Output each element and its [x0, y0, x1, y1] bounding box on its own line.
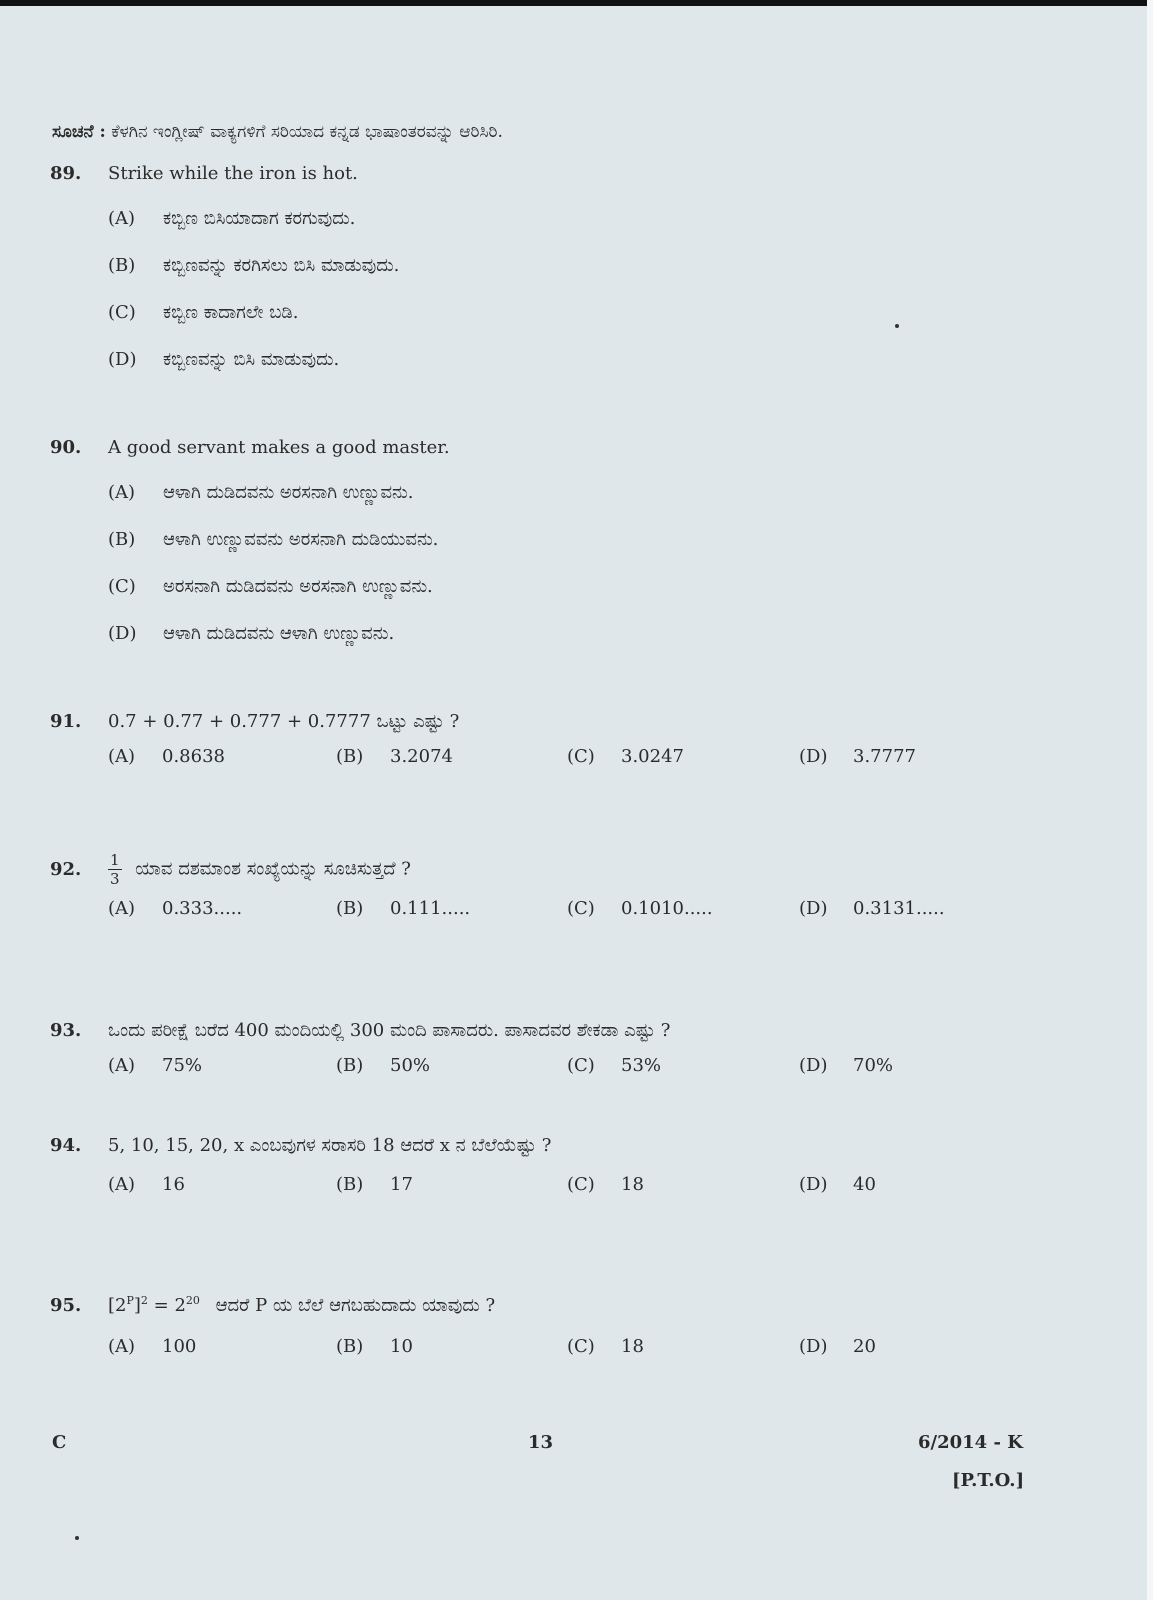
option-b	[336, 1336, 567, 1357]
instruction-text: ಕೆಳಗಿನ ಇಂಗ್ಲೀಷ್ ವಾಕ್ಯಗಳಿಗೆ ಸರಿಯಾದ ಕನ್ನಡ ಭಾಷಾಂತರವನ್ನು ಆರಿಸಿರಿ.	[111, 122, 503, 142]
option-b	[336, 1174, 567, 1195]
option-letter: (B)	[336, 1336, 364, 1357]
option-letter: (D)	[799, 746, 828, 767]
option-letter: (D)	[799, 1336, 828, 1357]
option-letter: (C)	[567, 1336, 595, 1357]
option-b	[108, 529, 1110, 550]
option-text: ಆಳಾಗಿ ಉಣ್ಣುವವನು ಅರಸನಾಗಿ ದುಡಿಯುವನು.	[163, 529, 439, 550]
question-94	[50, 1135, 1110, 1195]
question-95	[50, 1294, 1110, 1357]
option-letter: (D)	[108, 349, 137, 370]
scan-top-edge	[0, 0, 1153, 6]
option-letter: (C)	[567, 746, 595, 767]
option-letter: (B)	[336, 898, 364, 919]
option-a	[108, 746, 336, 767]
option-letter: (B)	[336, 746, 364, 767]
option-c	[567, 1055, 799, 1076]
option-letter: (D)	[108, 623, 137, 644]
fraction-numerator: 1	[110, 851, 120, 869]
option-d	[799, 746, 999, 767]
option-c	[567, 746, 799, 767]
option-text: ಕಬ್ಬಿಣವನ್ನು ಕರಗಿಸಲು ಬಿಸಿ ಮಾಡುವುದು.	[163, 255, 400, 276]
fraction	[108, 851, 122, 888]
question-number: 94.	[50, 1135, 82, 1156]
option-letter: (C)	[567, 1055, 595, 1076]
option-letter: (B)	[336, 1055, 364, 1076]
option-letter: (B)	[108, 255, 136, 276]
option-letter: (B)	[336, 1174, 364, 1195]
option-text: 18	[621, 1174, 644, 1195]
question-number: 95.	[50, 1294, 82, 1316]
math-outer-exponent: 2	[140, 1294, 148, 1307]
question-text: ಒಂದು ಪರೀಕ್ಷೆ ಬರೆದ 400 ಮಂದಿಯಲ್ಲಿ 300 ಮಂದಿ ಪಾಸಾದರು. ಪಾಸಾದವರ ಶೇಕಡಾ ಎಷ್ಟು ?	[108, 1020, 671, 1041]
options-row	[108, 1055, 1110, 1076]
math-inner-exponent: P	[126, 1294, 134, 1307]
scan-right-edge	[1147, 0, 1153, 1600]
scan-speck	[895, 324, 899, 328]
option-text: 50%	[390, 1055, 431, 1076]
math-expression	[108, 1295, 200, 1316]
option-letter: (A)	[108, 746, 136, 767]
math-base: [2	[108, 1295, 127, 1316]
option-letter: (D)	[799, 1055, 828, 1076]
option-text: 53%	[621, 1055, 662, 1076]
option-c	[567, 1174, 799, 1195]
option-a	[108, 1336, 336, 1357]
option-d	[799, 898, 999, 919]
option-c	[108, 302, 1110, 323]
option-letter: (A)	[108, 898, 136, 919]
fraction-denominator: 3	[110, 870, 120, 888]
option-text: ಕಬ್ಬಿಣವನ್ನು ಬಿಸಿ ಮಾಡುವುದು.	[163, 349, 340, 370]
option-text: 75%	[162, 1055, 203, 1076]
instruction	[52, 122, 503, 142]
question-text: 0.7 + 0.77 + 0.777 + 0.7777 ಒಟ್ಟು ಎಷ್ಟು ?	[108, 711, 460, 732]
option-letter: (C)	[567, 898, 595, 919]
option-text: 0.1010.....	[621, 898, 713, 919]
option-b	[108, 255, 1110, 276]
option-letter: (B)	[108, 529, 136, 550]
option-text: 100	[162, 1336, 197, 1357]
option-text: 3.7777	[853, 746, 916, 767]
options-row	[108, 746, 1110, 767]
option-text: 0.333.....	[162, 898, 243, 919]
option-text: 16	[162, 1174, 185, 1195]
question-text: A good servant makes a good master.	[108, 437, 450, 458]
option-letter: (C)	[108, 302, 136, 323]
option-text: 70%	[853, 1055, 894, 1076]
option-d	[108, 349, 1110, 370]
question-text: Strike while the iron is hot.	[108, 163, 358, 184]
option-letter: (C)	[567, 1174, 595, 1195]
question-89	[50, 163, 1110, 370]
question-92	[50, 851, 1110, 919]
option-text: 3.2074	[390, 746, 453, 767]
options-row	[108, 898, 1110, 919]
option-letter: (A)	[108, 1336, 136, 1357]
question-number: 93.	[50, 1020, 82, 1041]
option-b	[336, 898, 567, 919]
option-letter: (C)	[108, 576, 136, 597]
question-text: ಯಾವ ದಶಮಾಂಶ ಸಂಖ್ಯೆಯನ್ನು ಸೂಚಿಸುತ್ತದೆ ?	[135, 858, 411, 880]
option-c	[108, 576, 1110, 597]
option-text: ಆಳಾಗಿ ದುಡಿದವನು ಅರಸನಾಗಿ ಉಣ್ಣುವನು.	[163, 482, 414, 503]
option-text: ಅರಸನಾಗಿ ದುಡಿದವನು ಅರಸನಾಗಿ ಉಣ್ಣುವನು.	[163, 576, 433, 597]
option-c	[567, 898, 799, 919]
option-text: 10	[390, 1336, 413, 1357]
options-row	[108, 1336, 1110, 1357]
option-d	[799, 1174, 999, 1195]
math-equals: = 2	[147, 1295, 186, 1316]
option-a	[108, 208, 1110, 229]
option-letter: (A)	[108, 1055, 136, 1076]
question-number: 92.	[50, 859, 82, 880]
question-number: 91.	[50, 711, 82, 732]
question-number: 90.	[50, 437, 82, 458]
question-number: 89.	[50, 163, 82, 184]
question-91	[50, 711, 1110, 767]
options-row	[108, 1174, 1110, 1195]
instruction-label: ಸೂಚನೆ :	[52, 122, 106, 142]
question-text: ಆದರೆ P ಯ ಬೆಲೆ ಆಗಬಹುದಾದು ಯಾವುದು ?	[215, 1295, 496, 1316]
option-text: 18	[621, 1336, 644, 1357]
option-text: 0.8638	[162, 746, 225, 767]
option-d	[799, 1336, 999, 1357]
option-a	[108, 1174, 336, 1195]
option-text: ಕಬ್ಬಿಣ ಕಾದಾಗಲೇ ಬಡಿ.	[163, 302, 299, 323]
option-text: 40	[853, 1174, 876, 1195]
option-letter: (A)	[108, 1174, 136, 1195]
option-d	[799, 1055, 999, 1076]
math-rhs-exponent: 20	[185, 1294, 200, 1307]
option-text: 17	[390, 1174, 413, 1195]
option-letter: (D)	[799, 898, 828, 919]
option-a	[108, 1055, 336, 1076]
option-a	[108, 482, 1110, 503]
option-text: 20	[853, 1336, 876, 1357]
option-c	[567, 1336, 799, 1357]
scan-speck	[75, 1536, 79, 1540]
option-text: 0.111.....	[390, 898, 471, 919]
footer-page-number: 13	[528, 1432, 554, 1453]
footer-pto: [P.T.O.]	[952, 1470, 1025, 1491]
option-b	[336, 1055, 567, 1076]
option-d	[108, 623, 1110, 644]
footer-series: C	[52, 1432, 67, 1453]
option-b	[336, 746, 567, 767]
question-90	[50, 437, 1110, 644]
question-93	[50, 1020, 1110, 1076]
option-text: 0.3131.....	[853, 898, 945, 919]
question-text: 5, 10, 15, 20, x ಎಂಬವುಗಳ ಸರಾಸರಿ 18 ಆದರೆ x ನ ಬೆಲೆಯೆಷ್ಟು ?	[108, 1135, 552, 1156]
option-a	[108, 898, 336, 919]
option-letter: (A)	[108, 208, 136, 229]
option-letter: (A)	[108, 482, 136, 503]
footer-code: 6/2014 - K	[918, 1432, 1023, 1453]
option-text: ಕಬ್ಬಿಣ ಬಿಸಿಯಾದಾಗ ಕರಗುವುದು.	[163, 208, 356, 229]
option-text: ಆಳಾಗಿ ದುಡಿದವನು ಆಳಾಗಿ ಉಣ್ಣುವನು.	[163, 623, 395, 644]
math-close-bracket: ]	[133, 1295, 141, 1316]
option-letter: (D)	[799, 1174, 828, 1195]
option-text: 3.0247	[621, 746, 684, 767]
